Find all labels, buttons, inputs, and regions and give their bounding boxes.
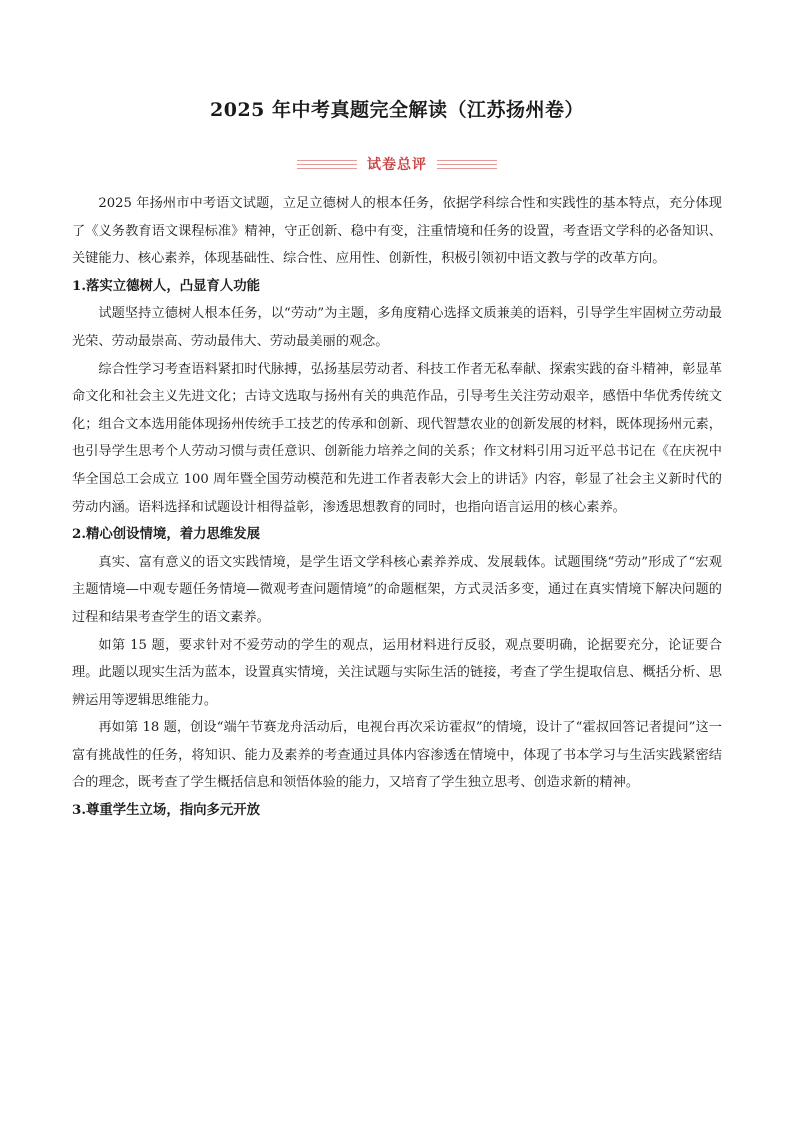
banner-label: 试卷总评 [367, 156, 427, 173]
section-banner [72, 146, 722, 176]
paragraph-1-1: 试题坚持立德树人根本任务，以“劳动”为主题，多角度精心选择文质兼美的语料，引导学生牢固树立劳动最光荣、劳动最崇高、劳动最伟大、劳动最美丽的观念。 [72, 306, 722, 349]
heading-3: 3.尊重学生立场，指向多元开放 [72, 802, 261, 819]
content-body [72, 190, 722, 825]
banner-inner [297, 150, 497, 180]
document-page [72, 96, 722, 825]
banner-decoration-right [437, 160, 497, 169]
heading-1: 1.落实立德树人，凸显育人功能 [72, 277, 261, 294]
banner-decoration-left [297, 160, 357, 169]
paragraph-1-2: 综合性学习考查语料紧扣时代脉搏，弘扬基层劳动者、科技工作者无私奉献、探索实践的奋斗精神，彰显革命文化和社会主义先进文化；古诗文选取与扬州有关的典范作品，引导考生关注劳动艰辛，感悟中华优秀传统文化；组合文本选用能体现扬州传统手工技艺的传承和创新、现代智慧农业的创新发展的材料，既体现扬州元素，也引导学生思考个人劳动习惯与责任意识、创新能力培养之间的关系；作文材料引用习近平总书记在《在庆祝中华全国总工会成立 100 周年暨全国劳动模范和先进工作者表彰大会上的讲话》内容，彰显了社会主义新时代的劳动内涵。语料选择和试题设计相得益彰，渗透思想教育的同时，也指向语言运用的核心素养。 [72, 361, 722, 515]
document-title: 2025 年中考真题完全解读（江苏扬州卷） [210, 99, 584, 121]
paragraph-intro: 2025 年扬州市中考语文试题，立足立德树人的根本任务，依据学科综合性和实践性的基本特点，充分体现了《义务教育语文课程标准》精神，守正创新、稳中有变，注重情境和任务的设置，考查语文学科的必备知识、关键能力、核心素养，体现基础性、综合性、应用性、创新性，积极引领初中语文教与学的改革方向。 [72, 196, 722, 267]
heading-2: 2.精心创设情境，着力思维发展 [72, 526, 261, 543]
paragraph-2-3: 再如第 18 题，创设“端午节赛龙舟活动后，电视台再次采访霍叔”的情境，设计了“霍叔回答记者提问”这一富有挑战性的任务，将知识、能力及素养的考查通过具体内容渗透在情境中，体现了书本学习与生活实践紧密结合的理念，既考查了学生概括信息和领悟体验的能力，又培育了学生独立思考、创造求新的精神。 [72, 720, 722, 791]
paragraph-2-2: 如第 15 题，要求针对不爱劳动的学生的观点，运用材料进行反驳，观点要明确，论据要充分，论证要合理。此题以现实生活为蓝本，设置真实情境，关注试题与实际生活的链接，考查了学生提取信息、概括分析、思辨运用等逻辑思维能力。 [72, 637, 722, 708]
paragraph-2-1: 真实、富有意义的语文实践情境，是学生语文学科核心素养养成、发展载体。试题围绕“劳动”形成了“宏观主题情境—中观专题任务情境—微观考查问题情境”的命题框架，方式灵活多变，通过在真实情境下解决问题的过程和结果考查学生的语文素养。 [72, 554, 722, 625]
